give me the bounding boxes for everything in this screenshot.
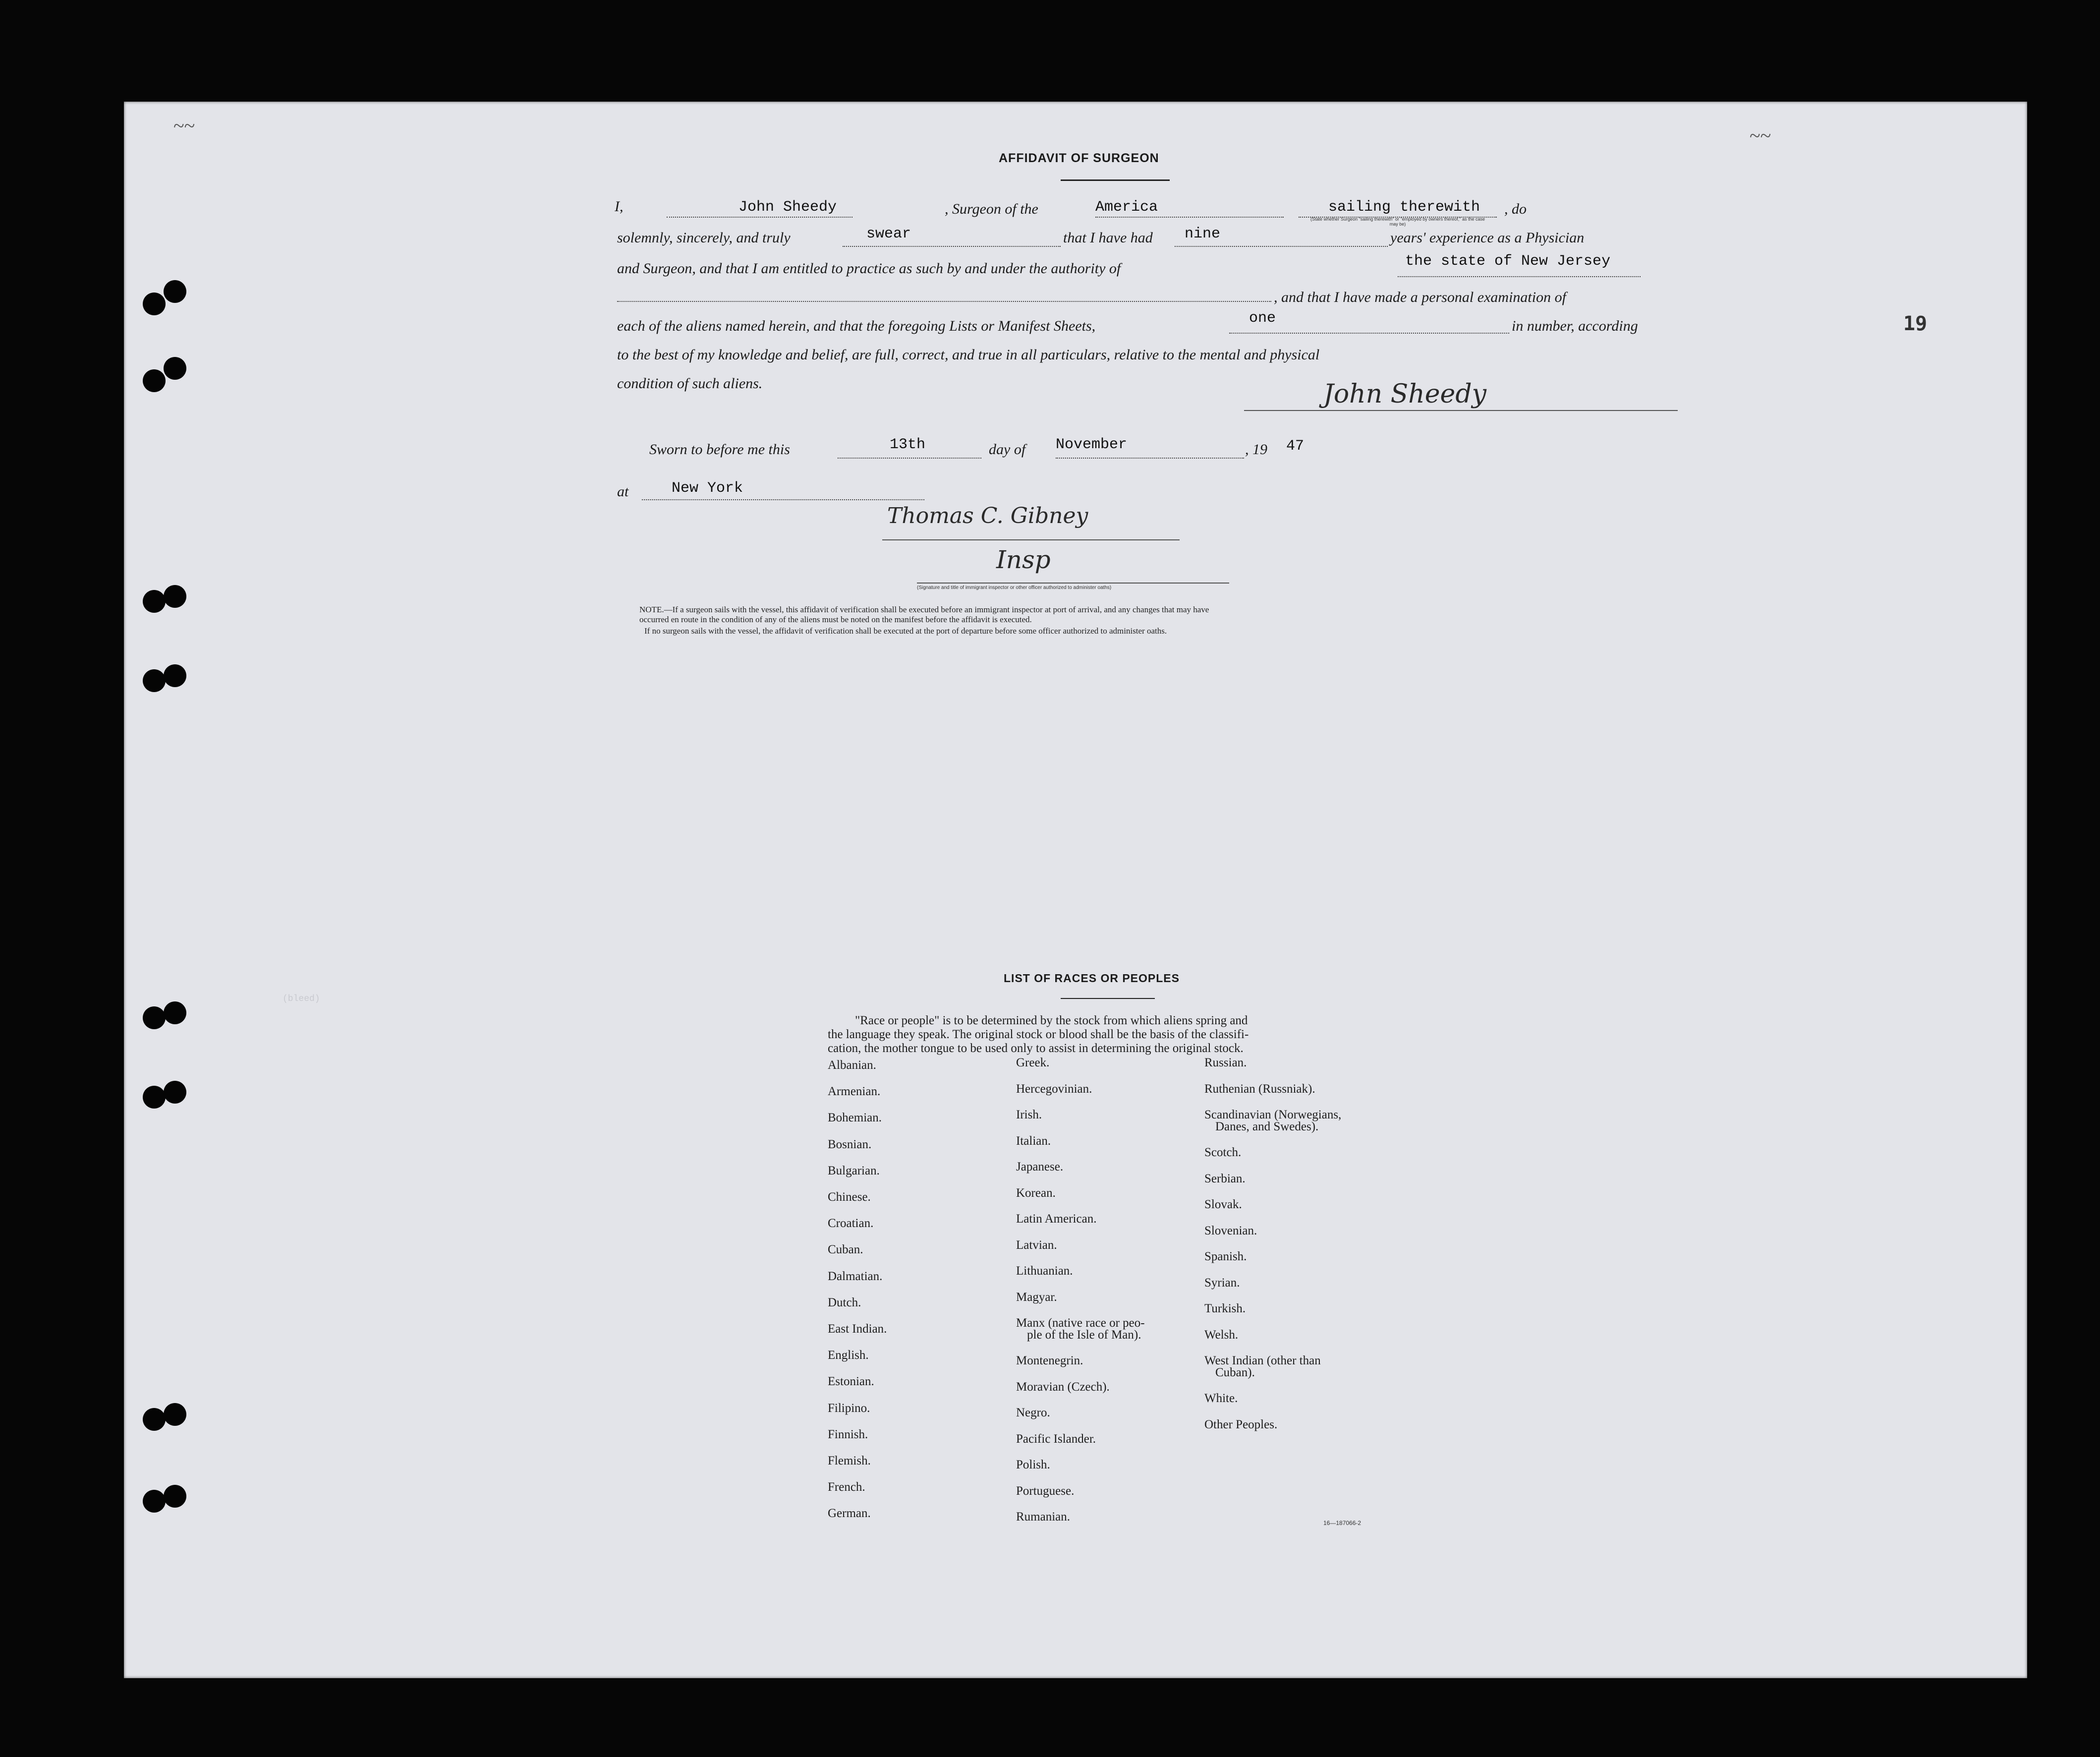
race-item: Finnish. — [828, 1427, 868, 1441]
bleed-through-text: (bleed) — [283, 994, 320, 1004]
race-item: Croatian. — [828, 1217, 874, 1230]
text-sworn: Sworn to before me this — [649, 441, 790, 458]
race-item: Irish. — [1016, 1108, 1042, 1121]
race-item: Danes, and Swedes). — [1215, 1119, 1319, 1133]
text-to-best: to the best of my knowledge and belief, are full, correct, and true in all particulars, relative to the mental and physical — [617, 347, 1320, 363]
race-item: Negro. — [1016, 1406, 1050, 1420]
fill-line — [1175, 246, 1388, 247]
race-item: Manx (native race or peo- — [1016, 1316, 1145, 1330]
text-surgeon-of: , Surgeon of the — [945, 201, 1038, 217]
race-item: Filipino. — [828, 1401, 870, 1415]
punch-hole — [143, 1006, 166, 1029]
signature-line — [882, 539, 1180, 540]
races-intro: cation, the mother tongue to be used only to assist in determining the original stock. — [828, 1042, 1244, 1055]
affidavit-title: AFFIDAVIT OF SURGEON — [999, 151, 1159, 165]
race-item: Cuban. — [828, 1243, 863, 1257]
race-item: Serbian. — [1204, 1171, 1246, 1185]
affidavit-note: If no surgeon sails with the vessel, the affidavit of verification shall be executed at the port of departure before some officer authorized to administer oaths. — [644, 626, 1167, 636]
signature-line — [1244, 410, 1678, 411]
text-at: at — [617, 483, 629, 500]
race-item: Bosnian. — [828, 1137, 872, 1151]
race-item: Armenian. — [828, 1085, 881, 1099]
races-intro: "Race or people" is to be determined by the stock from which aliens spring and — [855, 1014, 1248, 1027]
ship-name: America — [1095, 199, 1158, 216]
race-item: Latvian. — [1016, 1238, 1057, 1252]
fill-line — [1398, 276, 1641, 277]
race-item: Scotch. — [1204, 1146, 1242, 1160]
race-item: Dalmatian. — [828, 1269, 883, 1283]
text-day-of: day of — [989, 441, 1026, 458]
manifest-sheet — [124, 102, 2027, 1678]
punch-hole — [143, 1490, 166, 1513]
sworn-place: New York — [672, 480, 743, 497]
race-item: Magyar. — [1016, 1290, 1057, 1304]
race-item: Slovak. — [1204, 1198, 1242, 1212]
fill-line — [667, 217, 852, 218]
signature-line — [917, 583, 1229, 584]
race-item: Cuban). — [1215, 1365, 1255, 1379]
text-and-surgeon: and Surgeon, and that I am entitled to practice as such by and under the authority of — [617, 260, 1121, 277]
signature-caption: (Signature and title of immigrant inspector or other officer authorized to administer oaths) — [917, 585, 1112, 590]
race-item: Lithuanian. — [1016, 1264, 1073, 1278]
punch-hole — [143, 369, 166, 392]
punch-hole — [164, 1081, 186, 1104]
race-item: Latin American. — [1016, 1212, 1097, 1226]
race-item: Spanish. — [1204, 1250, 1247, 1264]
punch-hole — [164, 1001, 186, 1024]
punch-hole — [143, 590, 166, 613]
sworn-year: 47 — [1286, 438, 1305, 455]
race-item: English. — [828, 1348, 869, 1362]
title-underline — [1061, 179, 1170, 181]
race-item: French. — [828, 1480, 865, 1494]
years-experience: nine — [1185, 226, 1221, 242]
punch-hole — [164, 1403, 186, 1426]
race-item: ple of the Isle of Man). — [1027, 1328, 1141, 1342]
race-item: Rumanian. — [1016, 1510, 1071, 1524]
punch-hole — [143, 669, 166, 692]
text-i-have-had: that I have had — [1063, 230, 1153, 246]
fill-line — [642, 499, 924, 500]
fill-line — [1095, 217, 1284, 218]
race-item: Polish. — [1016, 1458, 1050, 1472]
affidavit-note: NOTE.—If a surgeon sails with the vessel, this affidavit of verification shall be executed before an immigrant inspector at port of arrival, and any changes that may have — [639, 605, 1209, 614]
race-item: Hercegovinian. — [1016, 1082, 1092, 1096]
race-item: Ruthenian (Russniak). — [1204, 1082, 1315, 1096]
sworn-month: November — [1056, 436, 1128, 453]
fill-line — [843, 246, 1061, 247]
manifest-sheet-count: one — [1249, 310, 1276, 327]
status-note: (State whether Surgeon "sailing therewith" or "employed by owners thereof," as the case may be) — [1310, 217, 1485, 227]
race-item: East Indian. — [828, 1322, 887, 1336]
race-item: Bulgarian. — [828, 1164, 880, 1177]
race-item: Montenegrin. — [1016, 1354, 1083, 1368]
text-solemnly: solemnly, sincerely, and truly — [617, 230, 791, 246]
race-item: Pacific Islander. — [1016, 1432, 1096, 1446]
inspector-signature: Thomas C. Gibney — [887, 503, 1088, 528]
text-years-experience: years' experience as a Physician — [1390, 230, 1585, 246]
text-i: I, — [615, 198, 624, 215]
race-item: Slovenian. — [1204, 1224, 1257, 1237]
races-title: LIST OF RACES OR PEOPLES — [1004, 972, 1180, 985]
race-item: Scandinavian (Norwegians, — [1204, 1108, 1342, 1121]
race-item: Russian. — [1204, 1056, 1247, 1069]
races-title-underline — [1061, 998, 1155, 999]
fill-line — [1229, 333, 1509, 334]
text-each-alien: each of the aliens named herein, and that the foregoing Lists or Manifest Sheets, — [617, 318, 1096, 334]
text-condition: condition of such aliens. — [617, 375, 763, 392]
form-number: 16—187066-2 — [1323, 1520, 1362, 1526]
fill-line — [617, 301, 1271, 302]
race-item: Turkish. — [1204, 1302, 1246, 1316]
licensing-authority: the state of New Jersey — [1405, 253, 1611, 270]
punch-hole — [164, 280, 186, 303]
sworn-day: 13th — [890, 436, 926, 453]
races-intro: the language they speak. The original stock or blood shall be the basis of the classifi- — [828, 1028, 1249, 1041]
punch-hole — [143, 1086, 166, 1109]
corner-mark: ~~ — [173, 115, 195, 137]
punch-hole — [164, 1485, 186, 1508]
text-personal-exam: , and that I have made a personal examination of — [1274, 289, 1566, 305]
fill-line — [838, 458, 981, 459]
race-item: Dutch. — [828, 1295, 861, 1309]
punch-hole — [164, 664, 186, 687]
surgeon-name: John Sheedy — [738, 199, 837, 216]
punch-hole — [164, 357, 186, 380]
text-19: , 19 — [1245, 441, 1267, 458]
race-item: Bohemian. — [828, 1111, 882, 1125]
inspector-title: Insp — [996, 545, 1051, 574]
race-item: Flemish. — [828, 1454, 871, 1467]
race-item: Italian. — [1016, 1134, 1051, 1148]
race-item: Korean. — [1016, 1186, 1056, 1200]
page-number: 19 — [1903, 312, 1928, 335]
race-item: White. — [1204, 1392, 1238, 1406]
punch-hole — [164, 585, 186, 608]
race-item: West Indian (other than — [1204, 1354, 1321, 1368]
corner-mark: ~~ — [1750, 124, 1771, 147]
affidavit-note: occurred en route in the condition of any of the aliens must be noted on the manifest before the affidavit is executed. — [639, 615, 1032, 624]
race-item: Other Peoples. — [1204, 1417, 1278, 1431]
surgeon-signature: John Sheedy — [1323, 379, 1486, 409]
text-do: , do — [1504, 201, 1527, 217]
punch-hole — [143, 1408, 166, 1431]
race-item: German. — [828, 1507, 871, 1521]
race-item: Japanese. — [1016, 1160, 1064, 1173]
oath-word: swear — [866, 226, 911, 242]
text-in-number: in number, according — [1512, 318, 1638, 334]
punch-hole — [143, 293, 166, 315]
race-item: Syrian. — [1204, 1276, 1240, 1289]
race-item: Albanian. — [828, 1058, 876, 1072]
race-item: Portuguese. — [1016, 1484, 1075, 1498]
race-item: Moravian (Czech). — [1016, 1380, 1110, 1394]
race-item: Greek. — [1016, 1056, 1050, 1069]
surgeon-status: sailing therewith — [1328, 199, 1480, 216]
race-item: Welsh. — [1204, 1328, 1239, 1342]
race-item: Chinese. — [828, 1190, 871, 1204]
fill-line — [1056, 458, 1244, 459]
race-item: Estonian. — [828, 1375, 874, 1389]
